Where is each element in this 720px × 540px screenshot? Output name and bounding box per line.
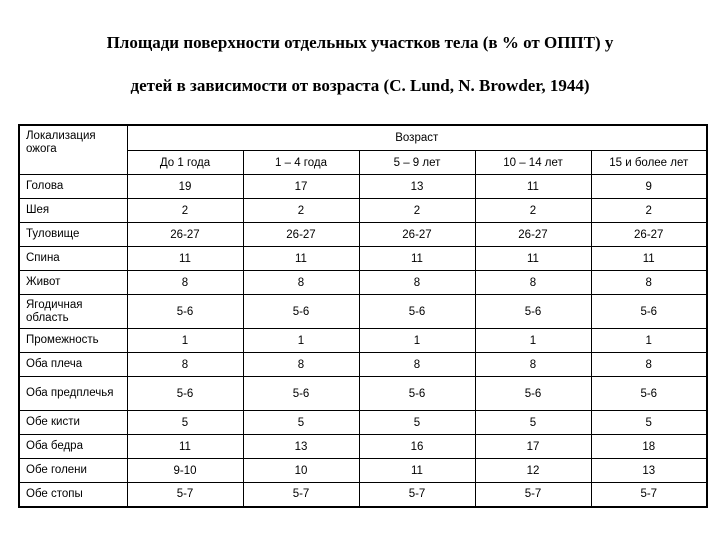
row-label: Обе кисти	[19, 411, 127, 435]
table-cell: 2	[591, 199, 707, 223]
table-cell: 11	[127, 435, 243, 459]
table-cell: 5	[127, 411, 243, 435]
table-row	[19, 223, 707, 247]
table-cell: 11	[359, 459, 475, 483]
table-row	[19, 435, 707, 459]
table-cell: 1	[359, 329, 475, 353]
row-label: Голова	[19, 175, 127, 199]
burn-area-table	[18, 124, 708, 508]
table-cell: 1	[243, 329, 359, 353]
table-cell: 5	[243, 411, 359, 435]
table-cell: 1	[475, 329, 591, 353]
table-cell: 5-6	[127, 377, 243, 411]
table-cell: 26-27	[591, 223, 707, 247]
table-cell: 26-27	[475, 223, 591, 247]
table-cell: 13	[359, 175, 475, 199]
table-cell: 11	[591, 247, 707, 271]
row-label: Оба плеча	[19, 353, 127, 377]
table-cell: 1	[591, 329, 707, 353]
row-label: Оба предплечья	[19, 377, 127, 411]
header-age: Возраст	[127, 125, 707, 151]
table-cell: 13	[243, 435, 359, 459]
row-label: Обе стопы	[19, 483, 127, 507]
table-cell: 8	[591, 271, 707, 295]
row-label: Обе голени	[19, 459, 127, 483]
table-cell: 26-27	[243, 223, 359, 247]
header-age-col: 10 – 14 лет	[475, 151, 591, 175]
table-cell: 12	[475, 459, 591, 483]
table-row	[19, 377, 707, 411]
table-cell: 8	[475, 271, 591, 295]
table-cell: 2	[359, 199, 475, 223]
table-cell: 5-7	[127, 483, 243, 507]
header-age-col: 15 и более лет	[591, 151, 707, 175]
table-cell: 8	[359, 271, 475, 295]
table-cell: 8	[591, 353, 707, 377]
table-cell: 8	[127, 271, 243, 295]
table-cell: 11	[475, 247, 591, 271]
table-cell: 19	[127, 175, 243, 199]
row-label: Оба бедра	[19, 435, 127, 459]
table-cell: 8	[243, 271, 359, 295]
table-cell: 5-6	[243, 377, 359, 411]
table-cell: 5-7	[359, 483, 475, 507]
row-label: Шея	[19, 199, 127, 223]
table-row	[19, 175, 707, 199]
table-cell: 18	[591, 435, 707, 459]
header-age-col: 5 – 9 лет	[359, 151, 475, 175]
table-cell: 13	[591, 459, 707, 483]
table-cell: 26-27	[127, 223, 243, 247]
row-label: Промежность	[19, 329, 127, 353]
table-cell: 8	[359, 353, 475, 377]
table-cell: 5	[359, 411, 475, 435]
table-cell: 5-6	[475, 295, 591, 329]
table-row	[19, 329, 707, 353]
table-cell: 17	[475, 435, 591, 459]
table-cell: 8	[475, 353, 591, 377]
table-cell: 2	[127, 199, 243, 223]
header-age-col: До 1 года	[127, 151, 243, 175]
table-cell: 5	[591, 411, 707, 435]
table-cell: 9-10	[127, 459, 243, 483]
table-row	[19, 199, 707, 223]
row-label: Ягодичная область	[19, 295, 127, 329]
table-cell: 5	[475, 411, 591, 435]
table-row	[19, 483, 707, 507]
table-cell: 11	[127, 247, 243, 271]
table-cell: 11	[475, 175, 591, 199]
table-cell: 11	[359, 247, 475, 271]
header-localization: Локализация ожога	[19, 125, 127, 175]
table-cell: 5-6	[359, 295, 475, 329]
table-cell: 5-6	[127, 295, 243, 329]
table-cell: 5-6	[475, 377, 591, 411]
table-cell: 11	[243, 247, 359, 271]
table-cell: 5-7	[243, 483, 359, 507]
table-row	[19, 459, 707, 483]
table-cell: 2	[243, 199, 359, 223]
table-cell: 10	[243, 459, 359, 483]
table-cell: 5-6	[591, 295, 707, 329]
title-line-1: Площади поверхности отдельных участков тела (в % от ОППТ) у	[106, 33, 614, 52]
table-cell: 8	[127, 353, 243, 377]
table-cell: 5-6	[243, 295, 359, 329]
table-row	[19, 295, 707, 329]
table-cell: 9	[591, 175, 707, 199]
table-cell: 5-6	[359, 377, 475, 411]
table-row	[19, 271, 707, 295]
table-cell: 5-7	[591, 483, 707, 507]
row-label: Спина	[19, 247, 127, 271]
table-cell: 26-27	[359, 223, 475, 247]
table-cell: 8	[243, 353, 359, 377]
table-row	[19, 247, 707, 271]
table-cell: 5-6	[591, 377, 707, 411]
table-row	[19, 353, 707, 377]
table-cell: 17	[243, 175, 359, 199]
row-label: Туловище	[19, 223, 127, 247]
title-line-2: детей в зависимости от возраста (C. Lund, N. Browder, 1944)	[130, 76, 590, 95]
table-cell: 5-7	[475, 483, 591, 507]
table-cell: 1	[127, 329, 243, 353]
row-label: Живот	[19, 271, 127, 295]
table-cell: 16	[359, 435, 475, 459]
table-cell: 2	[475, 199, 591, 223]
header-age-col: 1 – 4 года	[243, 151, 359, 175]
table-row	[19, 411, 707, 435]
